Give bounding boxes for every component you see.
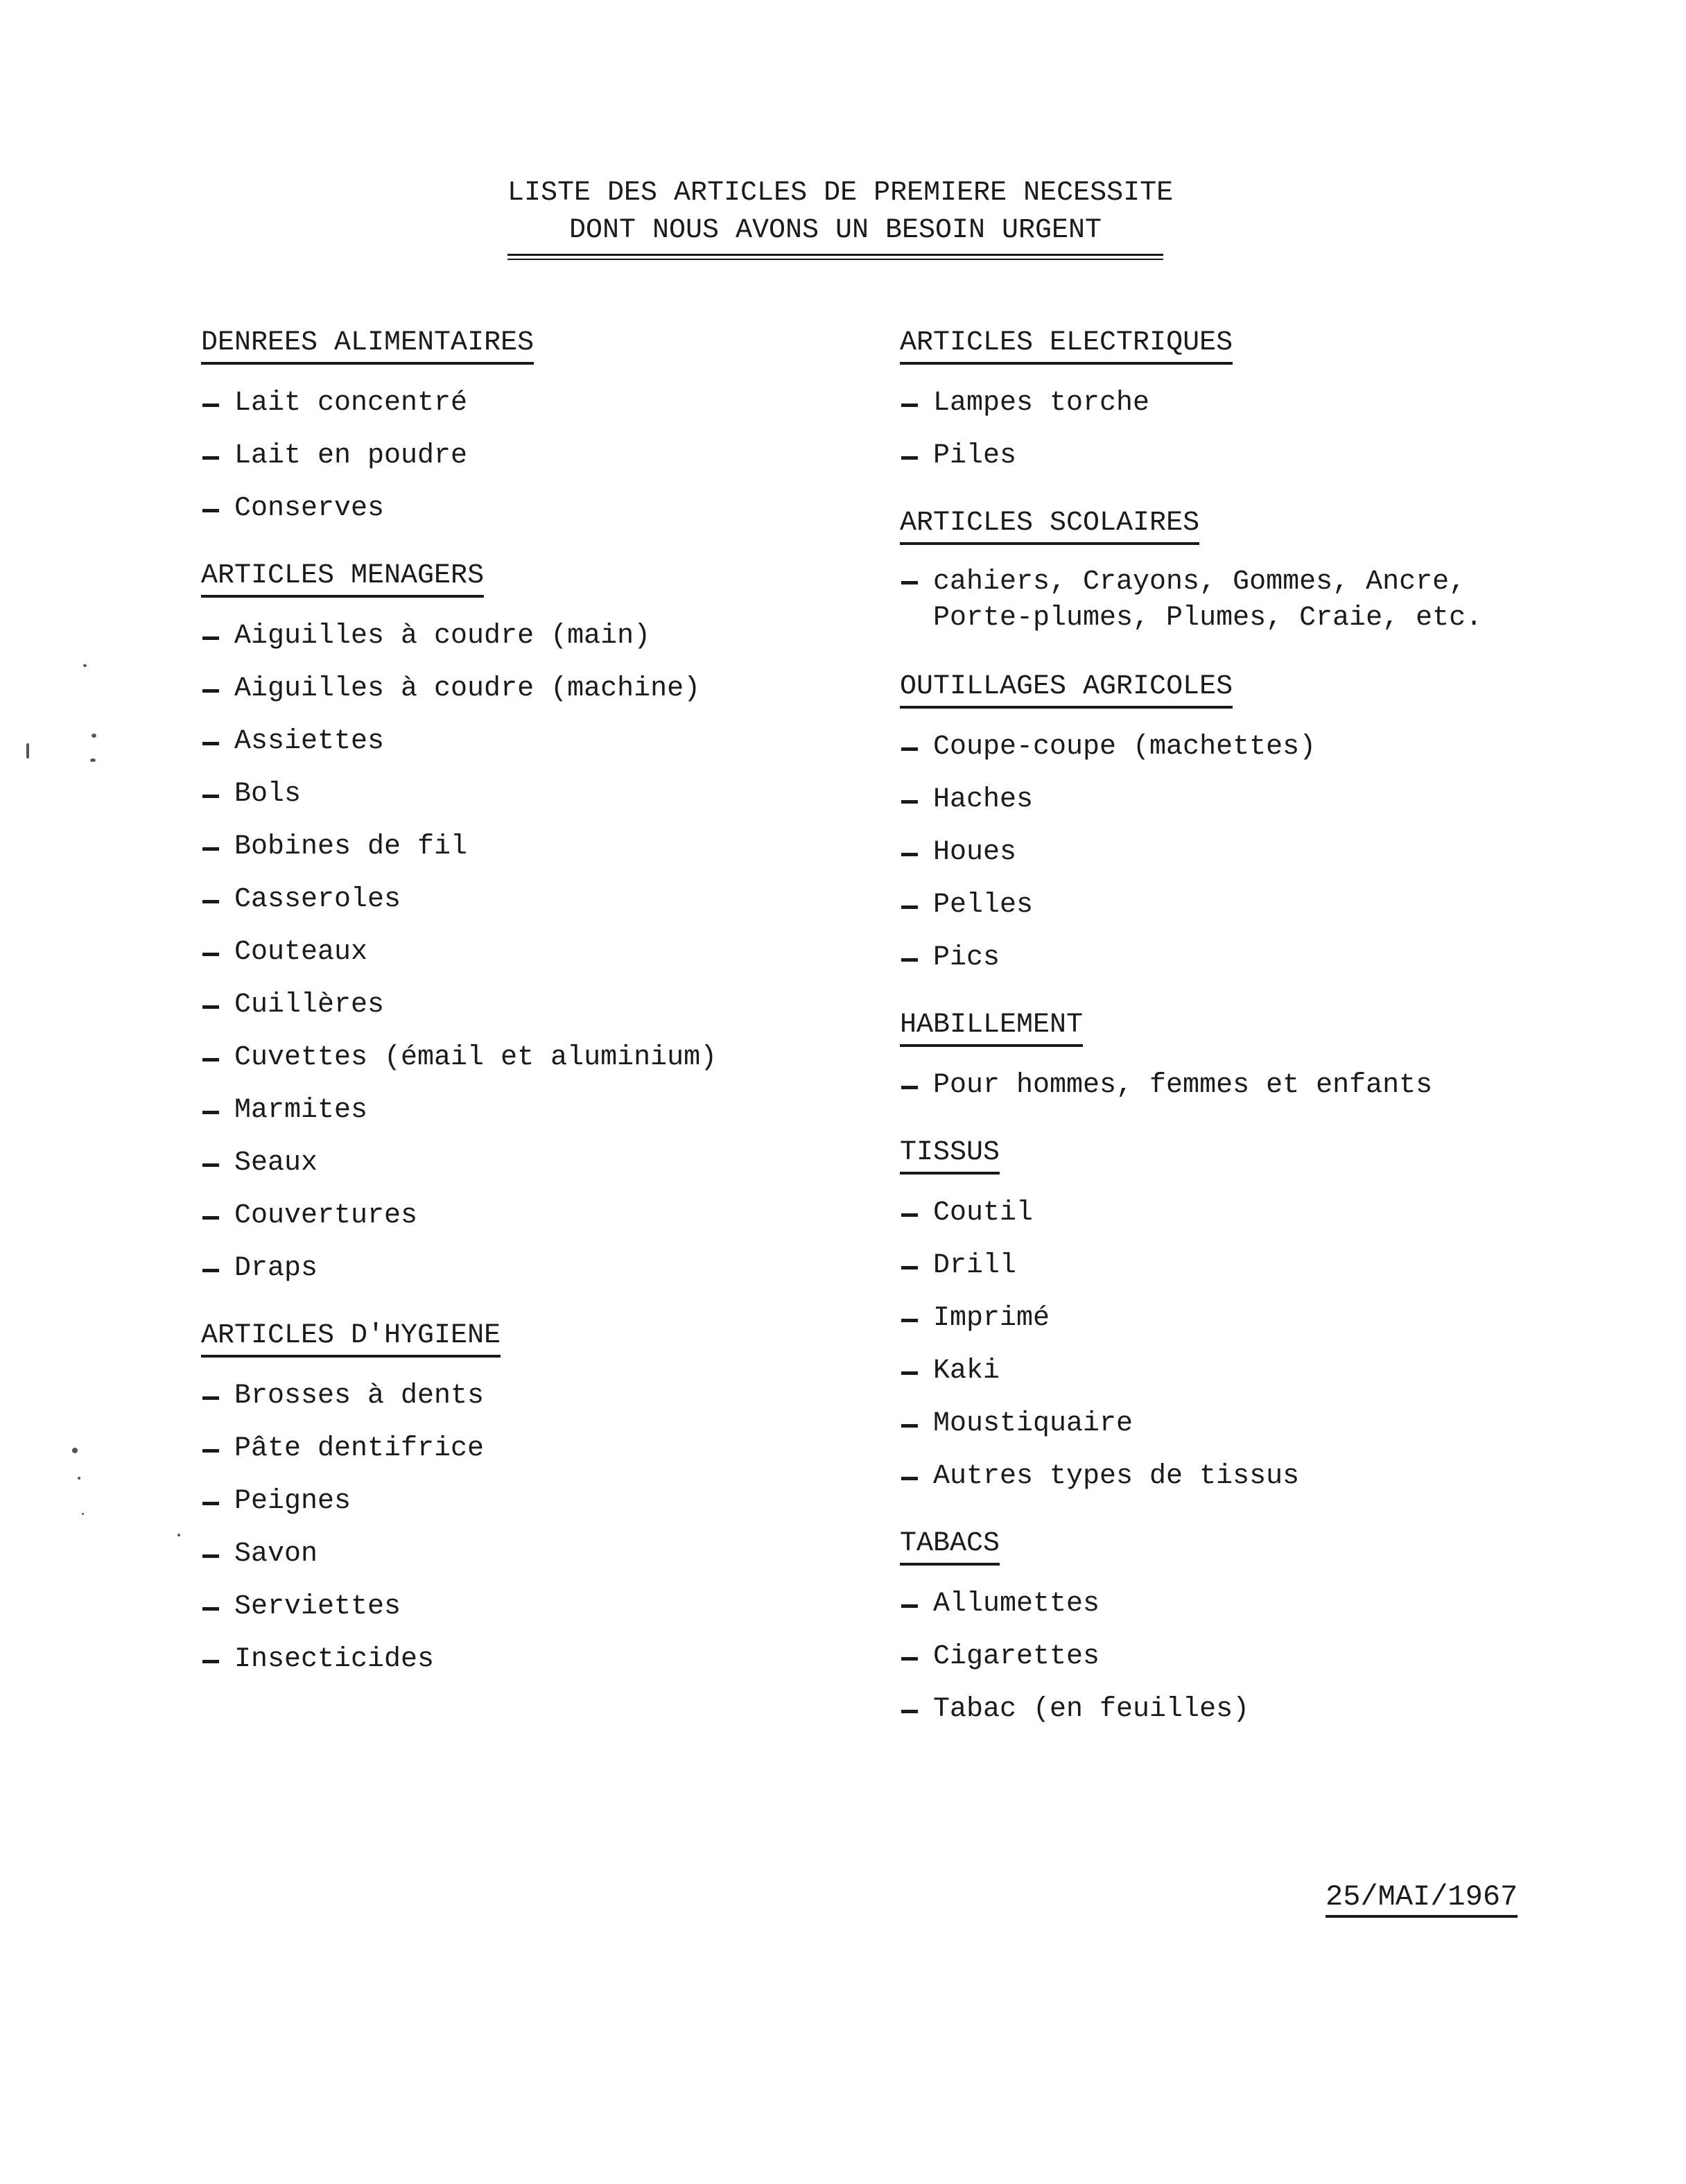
list-item: [201, 1190, 894, 1242]
item-list: [900, 1187, 1593, 1503]
title-underline: [507, 254, 1163, 256]
dash-bullet-icon: [900, 1187, 921, 1240]
section-tabacs: [900, 1527, 1593, 1736]
dash-bullet-icon: [201, 1423, 222, 1475]
dash-bullet-icon: [201, 1633, 222, 1686]
list-item: [201, 610, 894, 663]
dash-bullet-icon: [201, 1581, 222, 1633]
item-list: [900, 1059, 1593, 1112]
section-title: HABILLEMENT: [900, 1008, 1083, 1047]
list-item: [900, 826, 1593, 879]
list-item-text: Assiettes: [234, 726, 385, 757]
dash-bullet-icon: [900, 430, 921, 483]
list-item-text: Cuillères: [234, 989, 385, 1021]
list-item: [201, 768, 894, 821]
dash-bullet-icon: [900, 1345, 921, 1398]
list-item-text: Allumettes: [933, 1588, 1100, 1620]
list-item-text: Coupe-coupe (machettes): [933, 731, 1316, 763]
dash-bullet-icon: [900, 932, 921, 985]
list-item-text: Bols: [234, 779, 302, 810]
list-item-text: Pâte dentifrice: [234, 1433, 485, 1464]
title-line-1: LISTE DES ARTICLES DE PREMIERE NECESSITE: [507, 177, 1174, 209]
dash-bullet-icon: [201, 1242, 222, 1295]
list-item: [201, 483, 894, 535]
list-item: [900, 430, 1593, 483]
dash-bullet-icon: [201, 821, 222, 874]
list-item: [201, 1370, 894, 1423]
list-item-text: Brosses à dents: [234, 1380, 485, 1412]
list-item-text: Draps: [234, 1253, 318, 1284]
list-item-text: Aiguilles à coudre (machine): [234, 673, 701, 704]
list-item-text: Seaux: [234, 1147, 318, 1179]
dash-bullet-icon: [201, 979, 222, 1032]
dash-bullet-icon: [201, 1137, 222, 1190]
list-item-text: Aiguilles à coudre (main): [234, 621, 651, 652]
list-item-text: Conserves: [234, 493, 385, 524]
dash-bullet-icon: [201, 610, 222, 663]
list-item: [900, 1450, 1593, 1503]
section-title: OUTILLAGES AGRICOLES: [900, 670, 1233, 709]
dash-bullet-icon: [201, 663, 222, 716]
document-date: 25/MAI/1967: [1326, 1879, 1518, 1918]
section-tissus: [900, 1136, 1593, 1503]
list-item: [201, 716, 894, 768]
list-item: [201, 1084, 894, 1137]
dash-bullet-icon: [201, 1084, 222, 1137]
list-item: [201, 1528, 894, 1581]
dash-bullet-icon: [201, 874, 222, 926]
list-item: [201, 821, 894, 874]
list-item: [900, 1240, 1593, 1292]
section-title: TISSUS: [900, 1136, 1000, 1175]
section-title: ARTICLES SCOLAIRES: [900, 506, 1199, 545]
list-item-text: Pelles: [933, 890, 1034, 921]
right-column: [900, 326, 1593, 1760]
section-title: ARTICLES MENAGERS: [201, 559, 484, 598]
list-item-text: Houes: [933, 837, 1017, 868]
list-item-text: Imprimé: [933, 1303, 1050, 1334]
list-item-text-line: Porte-plumes, Plumes, Craie, etc.: [933, 603, 1483, 634]
list-item-text: Pour hommes, femmes et enfants: [933, 1070, 1433, 1101]
list-item-text: Savon: [234, 1539, 318, 1570]
section-title: ARTICLES D'HYGIENE: [201, 1319, 501, 1358]
item-list: [900, 1578, 1593, 1736]
dash-bullet-icon: [900, 1450, 921, 1503]
list-item: [201, 1423, 894, 1475]
dash-bullet-icon: [201, 1032, 222, 1084]
list-item-text: Lait en poudre: [234, 440, 468, 471]
dash-bullet-icon: [201, 1190, 222, 1242]
item-list: [900, 377, 1593, 483]
list-item-text: Kaki: [933, 1355, 1000, 1387]
dash-bullet-icon: [900, 721, 921, 774]
dash-bullet-icon: [201, 768, 222, 821]
list-item: [201, 926, 894, 979]
list-item-text: Cigarettes: [933, 1641, 1100, 1672]
list-item: [201, 663, 894, 716]
list-item: [201, 979, 894, 1032]
section-title: ARTICLES ELECTRIQUES: [900, 326, 1233, 365]
item-list: [201, 1370, 894, 1686]
dash-bullet-icon: [900, 879, 921, 932]
dash-bullet-icon: [900, 1240, 921, 1292]
list-item-text: Bobines de fil: [234, 831, 468, 863]
list-item-text: Drill: [933, 1250, 1017, 1281]
section-articles-menagers: [201, 559, 894, 1295]
section-articles-scolaires: [900, 506, 1593, 646]
section-articles-electriques: [900, 326, 1593, 483]
dash-bullet-icon: [900, 1578, 921, 1631]
dash-bullet-icon: [900, 1631, 921, 1683]
list-item: [900, 377, 1593, 430]
section-title: DENREES ALIMENTAIRES: [201, 326, 534, 365]
section-articles-d-hygiene: [201, 1319, 894, 1686]
list-item-text: Haches: [933, 784, 1034, 815]
dash-bullet-icon: [900, 377, 921, 430]
list-item: [900, 879, 1593, 932]
dash-bullet-icon: [201, 377, 222, 430]
section-denrees-alimentaires: [201, 326, 894, 535]
list-item: [900, 1578, 1593, 1631]
list-item: [900, 1345, 1593, 1398]
title-line-2: DONT NOUS AVONS UN BESOIN URGENT: [568, 215, 1102, 246]
dash-bullet-icon: [201, 483, 222, 535]
dash-bullet-icon: [201, 1528, 222, 1581]
dash-bullet-icon: [900, 557, 921, 610]
list-item-text: Cuvettes (émail et aluminium): [234, 1042, 718, 1073]
list-item-text: Couvertures: [234, 1200, 418, 1231]
list-item: [900, 1187, 1593, 1240]
title-underline-second: [507, 259, 1163, 260]
list-item: [201, 1633, 894, 1686]
list-item: [201, 1581, 894, 1633]
list-item: [201, 430, 894, 483]
list-item: [900, 1398, 1593, 1450]
section-outillages-agricoles: [900, 670, 1593, 985]
list-item-text: Coutil: [933, 1197, 1034, 1229]
list-item-text: Pics: [933, 942, 1000, 973]
item-list: [900, 557, 1593, 646]
item-list: [201, 377, 894, 535]
list-item: [201, 1475, 894, 1528]
dash-bullet-icon: [201, 1370, 222, 1423]
list-item: [900, 1292, 1593, 1345]
dash-bullet-icon: [900, 1292, 921, 1345]
list-item-text: Moustiquaire: [933, 1408, 1133, 1439]
list-item: [201, 1137, 894, 1190]
dash-bullet-icon: [900, 826, 921, 879]
dash-bullet-icon: [201, 716, 222, 768]
dash-bullet-icon: [900, 774, 921, 826]
dash-bullet-icon: [201, 926, 222, 979]
list-item: [201, 377, 894, 430]
list-item: [201, 874, 894, 926]
list-item-text: Casseroles: [234, 884, 401, 915]
list-item: [900, 557, 1593, 646]
list-item: [900, 932, 1593, 985]
list-item: [201, 1242, 894, 1295]
list-item: [900, 1683, 1593, 1736]
list-item: [900, 774, 1593, 826]
dash-bullet-icon: [201, 1475, 222, 1528]
list-item-text: Tabac (en feuilles): [933, 1694, 1250, 1725]
section-habillement: [900, 1008, 1593, 1112]
item-list: [201, 610, 894, 1295]
list-item-text: Serviettes: [234, 1591, 401, 1622]
item-list: [900, 721, 1593, 985]
section-title: TABACS: [900, 1527, 1000, 1566]
dash-bullet-icon: [900, 1059, 921, 1112]
list-item-text: Lait concentré: [234, 388, 468, 419]
list-item-text: Lampes torche: [933, 388, 1150, 419]
document-title: [507, 175, 1174, 250]
list-item-text: Couteaux: [234, 937, 368, 968]
list-item-text: Autres types de tissus: [933, 1461, 1300, 1492]
list-item-text: Marmites: [234, 1095, 368, 1126]
list-item-text-line: cahiers, Crayons, Gommes, Ancre,: [933, 566, 1466, 598]
list-item: [900, 1631, 1593, 1683]
dash-bullet-icon: [900, 1398, 921, 1450]
list-item-text: Piles: [933, 440, 1017, 471]
list-item-text: Insecticides: [234, 1644, 435, 1675]
list-item: [900, 721, 1593, 774]
list-item-text: Peignes: [234, 1486, 351, 1517]
dash-bullet-icon: [201, 430, 222, 483]
list-item: [201, 1032, 894, 1084]
list-item: [900, 1059, 1593, 1112]
dash-bullet-icon: [900, 1683, 921, 1736]
left-column: [201, 326, 894, 1710]
